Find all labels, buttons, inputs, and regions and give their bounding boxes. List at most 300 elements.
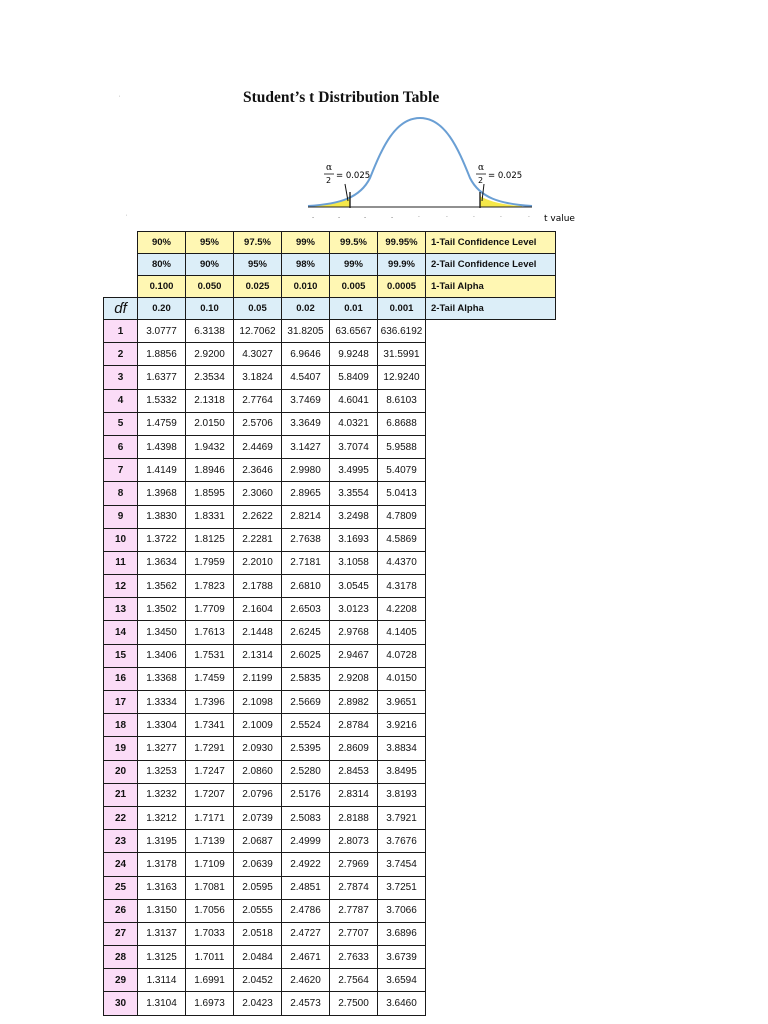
value-cell: 3.1824 (234, 366, 282, 389)
value-cell: 2.2010 (234, 551, 282, 574)
header-cell: 90% (186, 254, 234, 276)
table-row (104, 320, 556, 343)
header-cell: 99.95% (378, 232, 426, 254)
df-cell: 30 (104, 992, 138, 1015)
table-row (104, 992, 556, 1015)
header-cell: 0.100 (138, 276, 186, 298)
value-cell: 1.8946 (186, 459, 234, 482)
blank-cell (426, 714, 556, 737)
value-cell: 2.7787 (330, 899, 378, 922)
header-cell: 0.010 (282, 276, 330, 298)
value-cell: 2.4999 (282, 830, 330, 853)
value-cell: 3.8193 (378, 783, 426, 806)
df-cell: 24 (104, 853, 138, 876)
blank-cell (104, 232, 138, 254)
blank-cell (426, 320, 556, 343)
value-cell: 2.4620 (282, 969, 330, 992)
header-cell: 0.001 (378, 298, 426, 320)
value-cell: 9.9248 (330, 343, 378, 366)
value-cell: 2.8784 (330, 714, 378, 737)
value-cell: 1.7709 (186, 598, 234, 621)
value-cell: 1.5332 (138, 389, 186, 412)
df-cell: 5 (104, 412, 138, 435)
value-cell: 2.7638 (282, 528, 330, 551)
header-cell: 98% (282, 254, 330, 276)
value-cell: 3.7454 (378, 853, 426, 876)
header-cell: 0.01 (330, 298, 378, 320)
df-cell: 7 (104, 459, 138, 482)
value-cell: 1.7171 (186, 806, 234, 829)
value-cell: 1.3502 (138, 598, 186, 621)
blank-cell (426, 830, 556, 853)
value-cell: 2.1098 (234, 691, 282, 714)
value-cell: 1.3212 (138, 806, 186, 829)
df-cell: 29 (104, 969, 138, 992)
left-alpha-symbol: α (326, 163, 333, 173)
value-cell: 1.8595 (186, 482, 234, 505)
df-cell: 21 (104, 783, 138, 806)
table-row (104, 760, 556, 783)
value-cell: 2.5706 (234, 412, 282, 435)
table-row (104, 737, 556, 760)
value-cell: 1.7823 (186, 575, 234, 598)
value-cell: 3.7921 (378, 806, 426, 829)
value-cell: 3.1058 (330, 551, 378, 574)
value-cell: 2.8073 (330, 830, 378, 853)
t-distribution-table (103, 231, 556, 1016)
value-cell: 8.6103 (378, 389, 426, 412)
value-cell: 1.7056 (186, 899, 234, 922)
page-title: Student’s t Distribution Table (243, 89, 440, 106)
blank-cell (426, 992, 556, 1015)
value-cell: 1.3104 (138, 992, 186, 1015)
df-cell: 13 (104, 598, 138, 621)
value-cell: 2.7764 (234, 389, 282, 412)
header-cell: 95% (234, 254, 282, 276)
df-cell: 16 (104, 667, 138, 690)
value-cell: 3.4995 (330, 459, 378, 482)
value-cell: 2.0860 (234, 760, 282, 783)
table-row (104, 575, 556, 598)
value-cell: 4.6041 (330, 389, 378, 412)
value-cell: 1.3277 (138, 737, 186, 760)
axis-tick-mark: · (528, 214, 530, 221)
value-cell: 4.0728 (378, 644, 426, 667)
value-cell: 2.9467 (330, 644, 378, 667)
axis-tick-mark: · (500, 214, 502, 221)
value-cell: 2.5395 (282, 737, 330, 760)
df-cell: 17 (104, 691, 138, 714)
blank-cell (426, 783, 556, 806)
value-cell: 4.4370 (378, 551, 426, 574)
blank-cell (426, 737, 556, 760)
blank-cell (426, 412, 556, 435)
df-cell: 19 (104, 737, 138, 760)
df-cell: 1 (104, 320, 138, 343)
blank-cell (426, 366, 556, 389)
header-cell: 0.02 (282, 298, 330, 320)
blank-cell (426, 876, 556, 899)
table-row (104, 435, 556, 458)
blank-cell (104, 254, 138, 276)
value-cell: 3.8834 (378, 737, 426, 760)
value-cell: 2.1788 (234, 575, 282, 598)
value-cell: 6.3138 (186, 320, 234, 343)
df-cell: 4 (104, 389, 138, 412)
value-cell: 63.6567 (330, 320, 378, 343)
value-cell: 3.9216 (378, 714, 426, 737)
blank-cell (426, 946, 556, 969)
value-cell: 2.1009 (234, 714, 282, 737)
value-cell: 2.4671 (282, 946, 330, 969)
value-cell: 4.1405 (378, 621, 426, 644)
value-cell: 1.9432 (186, 435, 234, 458)
t-distribution-curve-figure (300, 108, 600, 230)
value-cell: 1.3253 (138, 760, 186, 783)
df-cell: 28 (104, 946, 138, 969)
header-cell: 0.005 (330, 276, 378, 298)
value-cell: 2.6503 (282, 598, 330, 621)
table-row (104, 621, 556, 644)
value-cell: 3.7469 (282, 389, 330, 412)
table-row (104, 830, 556, 853)
value-cell: 2.7707 (330, 922, 378, 945)
blank-cell (426, 969, 556, 992)
value-cell: 1.7959 (186, 551, 234, 574)
value-cell: 2.7564 (330, 969, 378, 992)
value-cell: 2.7500 (330, 992, 378, 1015)
value-cell: 1.4398 (138, 435, 186, 458)
value-cell: 2.4469 (234, 435, 282, 458)
value-cell: 1.3125 (138, 946, 186, 969)
value-cell: 1.8331 (186, 505, 234, 528)
table-row (104, 783, 556, 806)
df-cell: 9 (104, 505, 138, 528)
table-row (104, 714, 556, 737)
value-cell: 1.4759 (138, 412, 186, 435)
value-cell: 2.0687 (234, 830, 282, 853)
table-row (104, 343, 556, 366)
value-cell: 1.3150 (138, 899, 186, 922)
value-cell: 5.8409 (330, 366, 378, 389)
value-cell: 1.3968 (138, 482, 186, 505)
value-cell: 3.3554 (330, 482, 378, 505)
value-cell: 3.0777 (138, 320, 186, 343)
value-cell: 2.3060 (234, 482, 282, 505)
value-cell: 1.7109 (186, 853, 234, 876)
header-cell: 0.050 (186, 276, 234, 298)
value-cell: 3.8495 (378, 760, 426, 783)
value-cell: 1.3722 (138, 528, 186, 551)
blank-cell (426, 389, 556, 412)
axis-tick-mark: - (312, 214, 315, 221)
value-cell: 2.0930 (234, 737, 282, 760)
header-row-2-tail-confidence (104, 254, 556, 276)
value-cell: 1.7207 (186, 783, 234, 806)
value-cell: 2.9768 (330, 621, 378, 644)
value-cell: 2.4573 (282, 992, 330, 1015)
value-cell: 2.3646 (234, 459, 282, 482)
table-row (104, 899, 556, 922)
value-cell: 3.6460 (378, 992, 426, 1015)
value-cell: 2.8965 (282, 482, 330, 505)
header-cell: 0.025 (234, 276, 282, 298)
df-cell: 25 (104, 876, 138, 899)
value-cell: 1.7247 (186, 760, 234, 783)
value-cell: 12.7062 (234, 320, 282, 343)
blank-cell (426, 575, 556, 598)
value-cell: 4.0150 (378, 667, 426, 690)
header-row-1-tail-alpha (104, 276, 556, 298)
right-two: 2 (478, 176, 484, 185)
value-cell: 1.7291 (186, 737, 234, 760)
blank-cell (426, 644, 556, 667)
value-cell: 2.2281 (234, 528, 282, 551)
value-cell: 2.8214 (282, 505, 330, 528)
value-cell: 1.3334 (138, 691, 186, 714)
value-cell: 6.8688 (378, 412, 426, 435)
blank-cell (426, 922, 556, 945)
value-cell: 636.6192 (378, 320, 426, 343)
value-cell: 2.4786 (282, 899, 330, 922)
value-cell: 2.0796 (234, 783, 282, 806)
table-row (104, 505, 556, 528)
value-cell: 1.3232 (138, 783, 186, 806)
header-row-label: 2-Tail Confidence Level (426, 254, 556, 276)
df-cell: 3 (104, 366, 138, 389)
value-cell: 1.3195 (138, 830, 186, 853)
value-cell: 1.3163 (138, 876, 186, 899)
value-cell: 1.3368 (138, 667, 186, 690)
header-row-2-tail-alpha (104, 298, 556, 320)
value-cell: 2.7633 (330, 946, 378, 969)
value-cell: 2.1199 (234, 667, 282, 690)
df-cell: 15 (104, 644, 138, 667)
value-cell: 2.5280 (282, 760, 330, 783)
value-cell: 2.3534 (186, 366, 234, 389)
value-cell: 2.4922 (282, 853, 330, 876)
value-cell: 2.1448 (234, 621, 282, 644)
header-row-label: 1-Tail Confidence Level (426, 232, 556, 254)
blank-cell (426, 853, 556, 876)
value-cell: 12.9240 (378, 366, 426, 389)
value-cell: 1.6991 (186, 969, 234, 992)
value-cell: 1.7613 (186, 621, 234, 644)
blank-cell (426, 667, 556, 690)
axis-tick-mark: · (446, 214, 448, 221)
table-row (104, 806, 556, 829)
value-cell: 2.8188 (330, 806, 378, 829)
header-cell: 0.0005 (378, 276, 426, 298)
value-cell: 3.6739 (378, 946, 426, 969)
scan-mark: ˈ (125, 213, 128, 223)
header-cell: 99% (330, 254, 378, 276)
value-cell: 2.0423 (234, 992, 282, 1015)
value-cell: 1.8125 (186, 528, 234, 551)
left-alpha-label: = 0.025 (336, 171, 371, 181)
header-row-1-tail-confidence (104, 232, 556, 254)
blank-cell (426, 598, 556, 621)
value-cell: 5.9588 (378, 435, 426, 458)
value-cell: 1.6377 (138, 366, 186, 389)
value-cell: 3.7676 (378, 830, 426, 853)
value-cell: 1.3830 (138, 505, 186, 528)
header-cell: 0.05 (234, 298, 282, 320)
value-cell: 1.3406 (138, 644, 186, 667)
value-cell: 3.1427 (282, 435, 330, 458)
value-cell: 1.3114 (138, 969, 186, 992)
blank-cell (426, 551, 556, 574)
value-cell: 4.3027 (234, 343, 282, 366)
value-cell: 2.4727 (282, 922, 330, 945)
scan-mark: ˈ (118, 94, 121, 104)
table-row (104, 482, 556, 505)
table-row (104, 412, 556, 435)
blank-cell (104, 276, 138, 298)
value-cell: 2.0518 (234, 922, 282, 945)
header-cell: 0.20 (138, 298, 186, 320)
value-cell: 2.1604 (234, 598, 282, 621)
value-cell: 3.2498 (330, 505, 378, 528)
value-cell: 1.3450 (138, 621, 186, 644)
value-cell: 1.8856 (138, 343, 186, 366)
axis-tick-mark: - (391, 214, 394, 221)
value-cell: 1.4149 (138, 459, 186, 482)
axis-ticks (312, 214, 530, 221)
value-cell: 2.7969 (330, 853, 378, 876)
header-cell: 80% (138, 254, 186, 276)
value-cell: 3.7251 (378, 876, 426, 899)
value-cell: 2.8314 (330, 783, 378, 806)
right-alpha-label: = 0.025 (488, 171, 523, 181)
value-cell: 3.1693 (330, 528, 378, 551)
table-row (104, 644, 556, 667)
value-cell: 2.6810 (282, 575, 330, 598)
value-cell: 2.1318 (186, 389, 234, 412)
blank-cell (426, 806, 556, 829)
value-cell: 2.2622 (234, 505, 282, 528)
value-cell: 1.3634 (138, 551, 186, 574)
value-cell: 2.9208 (330, 667, 378, 690)
value-cell: 2.0484 (234, 946, 282, 969)
value-cell: 3.3649 (282, 412, 330, 435)
value-cell: 1.7459 (186, 667, 234, 690)
value-cell: 2.6025 (282, 644, 330, 667)
axis-tick-mark: · (418, 214, 420, 221)
value-cell: 2.9200 (186, 343, 234, 366)
value-cell: 1.7033 (186, 922, 234, 945)
blank-cell (426, 691, 556, 714)
value-cell: 2.8609 (330, 737, 378, 760)
value-cell: 2.0595 (234, 876, 282, 899)
value-cell: 2.8453 (330, 760, 378, 783)
axis-tick-mark: - (364, 214, 367, 221)
value-cell: 2.0452 (234, 969, 282, 992)
table-row (104, 551, 556, 574)
blank-cell (426, 760, 556, 783)
df-cell: 2 (104, 343, 138, 366)
blank-cell (426, 621, 556, 644)
value-cell: 2.5524 (282, 714, 330, 737)
value-cell: 3.7074 (330, 435, 378, 458)
header-cell: 99% (282, 232, 330, 254)
value-cell: 4.3178 (378, 575, 426, 598)
value-cell: 1.7139 (186, 830, 234, 853)
value-cell: 1.3304 (138, 714, 186, 737)
value-cell: 1.7081 (186, 876, 234, 899)
value-cell: 5.4079 (378, 459, 426, 482)
table-row (104, 922, 556, 945)
blank-cell (426, 343, 556, 366)
value-cell: 1.3178 (138, 853, 186, 876)
df-header-cell: ɗf (104, 298, 138, 320)
header-cell: 99.5% (330, 232, 378, 254)
df-cell: 6 (104, 435, 138, 458)
value-cell: 3.6594 (378, 969, 426, 992)
blank-cell (426, 528, 556, 551)
value-cell: 1.7011 (186, 946, 234, 969)
df-cell: 11 (104, 551, 138, 574)
header-cell: 0.10 (186, 298, 234, 320)
value-cell: 2.5176 (282, 783, 330, 806)
value-cell: 2.5083 (282, 806, 330, 829)
table-row (104, 691, 556, 714)
value-cell: 4.0321 (330, 412, 378, 435)
table-row (104, 459, 556, 482)
df-cell: 8 (104, 482, 138, 505)
value-cell: 3.6896 (378, 922, 426, 945)
right-alpha-symbol: α (478, 163, 485, 173)
df-cell: 14 (104, 621, 138, 644)
df-cell: 18 (104, 714, 138, 737)
value-cell: 3.0545 (330, 575, 378, 598)
value-cell: 2.6245 (282, 621, 330, 644)
value-cell: 1.3137 (138, 922, 186, 945)
value-cell: 6.9646 (282, 343, 330, 366)
value-cell: 1.7531 (186, 644, 234, 667)
df-cell: 12 (104, 575, 138, 598)
value-cell: 3.9651 (378, 691, 426, 714)
df-cell: 20 (104, 760, 138, 783)
header-cell: 90% (138, 232, 186, 254)
value-cell: 2.7181 (282, 551, 330, 574)
blank-cell (426, 899, 556, 922)
blank-cell (426, 482, 556, 505)
value-cell: 1.7396 (186, 691, 234, 714)
value-cell: 2.1314 (234, 644, 282, 667)
value-cell: 4.2208 (378, 598, 426, 621)
value-cell: 1.3562 (138, 575, 186, 598)
value-cell: 31.5991 (378, 343, 426, 366)
value-cell: 3.0123 (330, 598, 378, 621)
axis-tick-mark: - (338, 214, 341, 221)
table-row (104, 876, 556, 899)
value-cell: 2.5669 (282, 691, 330, 714)
value-cell: 2.0639 (234, 853, 282, 876)
header-row-label: 1-Tail Alpha (426, 276, 556, 298)
value-cell: 2.0150 (186, 412, 234, 435)
header-cell: 99.9% (378, 254, 426, 276)
df-cell: 23 (104, 830, 138, 853)
blank-cell (426, 459, 556, 482)
value-cell: 2.8982 (330, 691, 378, 714)
value-cell: 2.7874 (330, 876, 378, 899)
table-row (104, 946, 556, 969)
value-cell: 2.0739 (234, 806, 282, 829)
header-row-label: 2-Tail Alpha (426, 298, 556, 320)
value-cell: 2.5835 (282, 667, 330, 690)
table-row (104, 389, 556, 412)
